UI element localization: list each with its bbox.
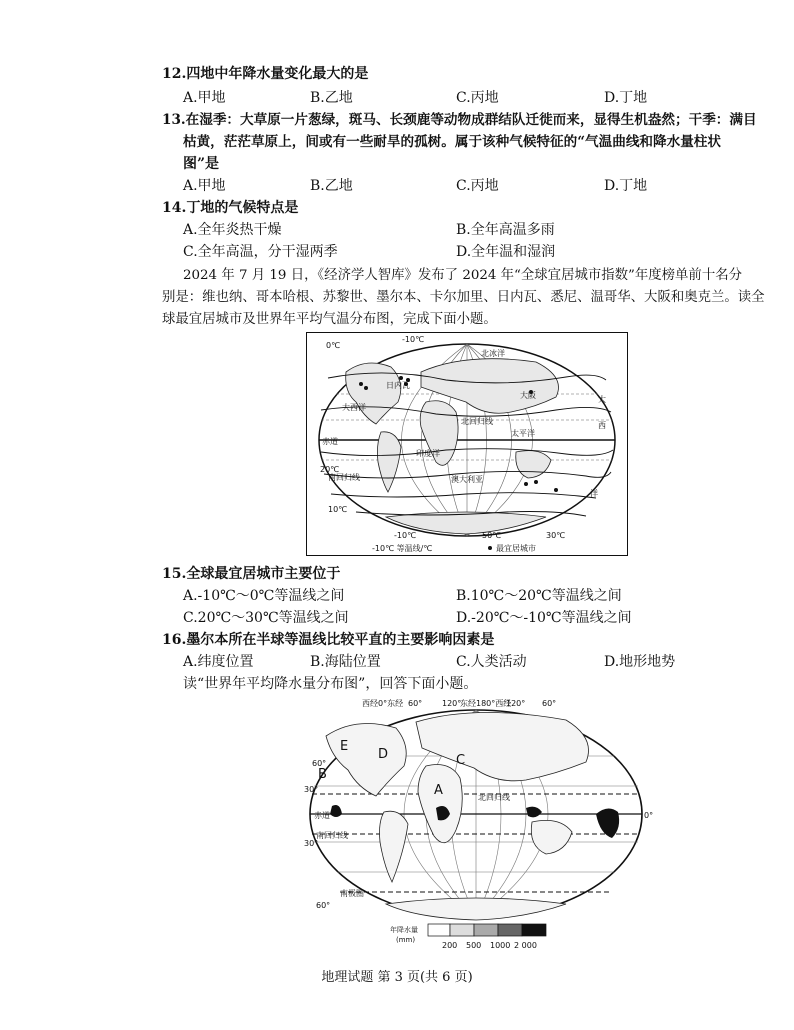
map2-south-tropic: 南回归线 xyxy=(316,831,348,840)
map2-lat-0: 0° xyxy=(644,811,654,820)
map1-label-pacific: 太平洋 xyxy=(511,429,535,438)
map2-legend-tick-2: 1000 xyxy=(490,941,511,950)
q16-option-d: D.地形地势 xyxy=(604,654,676,670)
q12-stem: 12.四地中年降水量变化最大的是 xyxy=(162,66,369,82)
q16-stem: 16.墨尔本所在半球等温线比较平直的主要影响因素是 xyxy=(162,632,495,648)
map1-label-australia: 澳大利亚 xyxy=(451,475,483,484)
map2-top-0: 西经0°东经 xyxy=(362,699,404,708)
q15-option-b: B.10℃～20℃等温线之间 xyxy=(456,588,622,604)
map1-label-north-tropic: 北回归线 xyxy=(461,417,493,426)
map2-lat-60n: 60° xyxy=(312,759,327,768)
q12-option-c: C.丙地 xyxy=(456,90,499,106)
map2-lat-30n: 30° xyxy=(304,785,319,794)
q14-option-d: D.全年温和湿润 xyxy=(456,244,556,260)
map1-label-t30: 30℃ xyxy=(546,531,566,540)
q14-option-a: A.全年炎热干燥 xyxy=(183,222,282,238)
q12-option-d: D.丁地 xyxy=(604,90,648,106)
map1-label-equator: 赤道 xyxy=(322,437,338,446)
map2-equator: 赤道 xyxy=(314,811,330,820)
map2-top-2: 120° xyxy=(442,699,462,708)
q16-option-b: B.海陆位置 xyxy=(310,654,381,670)
map2-letter-d: D xyxy=(378,747,389,762)
map1-label-geneva: 日内瓦 xyxy=(386,381,410,390)
page-footer: 地理试题 第 3 页(共 6 页) xyxy=(321,970,473,985)
passage-line3: 球最宜居城市及世界年平均气温分布图，完成下面小题。 xyxy=(162,312,497,327)
map2-lat-30s: 30° xyxy=(304,839,319,848)
map2-letter-e: E xyxy=(340,739,349,754)
map2-legend-title-2: (mm) xyxy=(396,936,416,944)
map1-label-t20: 20℃ xyxy=(320,465,340,474)
map1-legend-isotherm: -10℃ 等温线/℃ xyxy=(372,544,433,553)
precipitation-map xyxy=(296,696,656,954)
q13-option-b: B.乙地 xyxy=(310,178,353,194)
q15-option-d: D.-20℃～-10℃等温线之间 xyxy=(456,610,632,626)
map1-label-t-10-b: -10℃ xyxy=(394,531,417,540)
map2-letter-b: B xyxy=(318,767,327,782)
map2-legend-tick-0: 200 xyxy=(442,941,458,950)
q16-option-c: C.人类活动 xyxy=(456,654,527,670)
map1-label-osaka: 大阪 xyxy=(520,391,536,400)
map2-lat-60s: 60° xyxy=(316,901,331,910)
q13-option-a: A.甲地 xyxy=(183,178,226,194)
q13-stem-line1: 13.在湿季：大草原一片葱绿，斑马、长颈鹿等动物成群结队迁徙而来，显得生机盎然；干季：满目 xyxy=(162,112,757,128)
map2-top-1: 60° xyxy=(408,699,423,708)
map2-legend-tick-3: 2 000 xyxy=(514,941,537,950)
q13-stem-line2: 枯黄，茫茫草原上，间或有一些耐旱的孤树。属于该种气候特征的“气温曲线和降水量柱状 xyxy=(183,134,721,150)
q15-stem: 15.全球最宜居城市主要位于 xyxy=(162,566,341,582)
q13-stem-line3: 图”是 xyxy=(183,156,220,172)
q15-option-c: C.20℃～30℃等温线之间 xyxy=(183,610,349,626)
map2-letter-a: A xyxy=(434,783,443,798)
map1-label-t0: 0℃ xyxy=(326,341,341,350)
map2-legend-tick-1: 500 xyxy=(466,941,482,950)
map1-label-yang: 洋 xyxy=(590,489,598,498)
q13-option-d: D.丁地 xyxy=(604,178,648,194)
q15-option-a: A.-10℃～0℃等温线之间 xyxy=(183,588,345,604)
map1-label-atlantic: 大西洋 xyxy=(342,403,366,412)
map1-label-da: 大 xyxy=(598,395,606,404)
temperature-map xyxy=(306,332,628,556)
q16-option-a: A.纬度位置 xyxy=(183,654,254,670)
passage-line1: 2024 年 7 月 19 日，《经济学人智库》发布了 2024 年“全球宜居城市指数”年度榜单前十名分 xyxy=(183,268,742,283)
map1-legend-city: 最宜居城市 xyxy=(496,544,536,553)
q12-option-a: A.甲地 xyxy=(183,90,226,106)
passage-line2: 别是：维也纳、哥本哈根、苏黎世、墨尔本、卡尔加里、日内瓦、悉尼、温哥华、大阪和奥克兰。读全 xyxy=(162,290,765,305)
q14-option-b: B.全年高温多雨 xyxy=(456,222,555,238)
map2-top-5: 60° xyxy=(542,699,557,708)
q14-stem: 14.丁地的气候特点是 xyxy=(162,200,299,216)
q12-option-b: B.乙地 xyxy=(310,90,353,106)
q14-option-c: C.全年高温，分干湿两季 xyxy=(183,244,338,260)
map1-label-indian: 印度洋 xyxy=(416,449,440,458)
map2-antarctic: 南极圈 xyxy=(340,889,364,898)
map1-label-south-tropic: 南回归线 xyxy=(328,473,360,482)
map2-intro: 读“世界年平均降水量分布图”，回答下面小题。 xyxy=(183,676,478,692)
map1-label-t50: 50℃ xyxy=(482,531,502,540)
map2-top-4: 120° xyxy=(506,699,526,708)
map2-top-3: 东经180°西经 xyxy=(460,699,512,708)
map1-label-t10: 10℃ xyxy=(328,505,348,514)
map1-label-xi: 西 xyxy=(598,421,606,430)
map1-label-t-10: -10℃ xyxy=(402,335,425,344)
map2-letter-c: C xyxy=(456,753,466,768)
map2-legend-title-1: 年降水量 xyxy=(390,926,418,934)
map2-north-tropic: 北回归线 xyxy=(478,793,510,802)
q13-option-c: C.丙地 xyxy=(456,178,499,194)
map1-label-arctic: 北冰洋 xyxy=(481,349,505,358)
